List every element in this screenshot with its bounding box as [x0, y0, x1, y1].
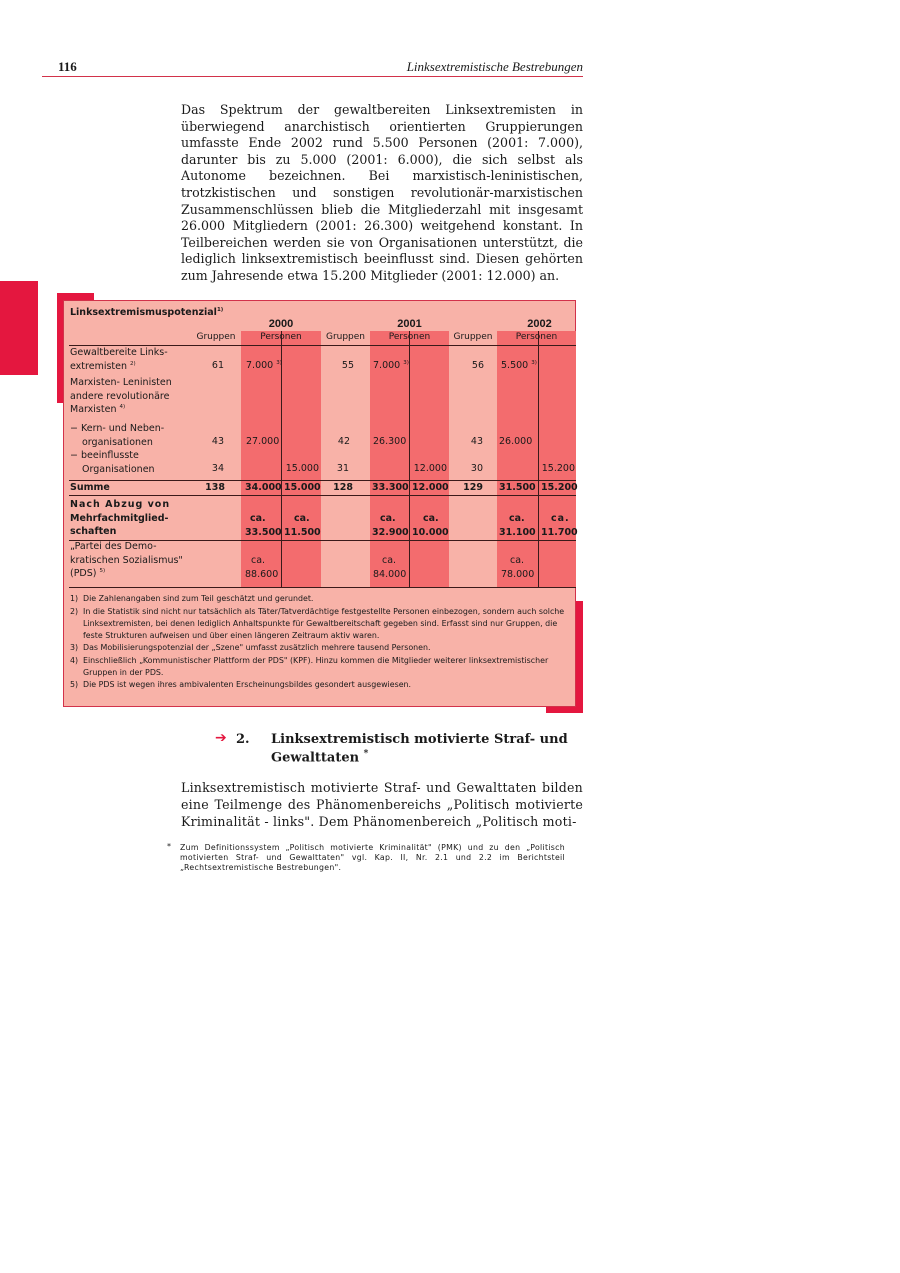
table-footnote: 3) Das Mobilisierungspotenzial der „Szene" umfasst zusätzlich mehrere tausend Personen.: [70, 643, 431, 652]
cell: ca.: [509, 513, 525, 524]
cell: ca.: [551, 513, 570, 524]
table-footnote: 5) Die PDS ist wegen ihres ambivalenten Erscheinungsbildes gesondert ausgewiesen.: [70, 680, 412, 689]
table-footnote: 4) Einschließlich „Kommunistischer Plattform der PDS" (KPF). Hinzu kommen die Mitglieder weiterer linksextremistischer Gruppen in der PDS.: [70, 656, 549, 678]
rule: [69, 495, 576, 496]
col-header-groups: Gruppen: [325, 332, 366, 342]
cell: ca.: [294, 513, 310, 524]
cell: 43: [211, 436, 224, 447]
col-header-persons: Personen: [515, 332, 558, 342]
section-number: 2.: [236, 732, 250, 747]
cell: 32.900: [372, 527, 409, 538]
section-title: Linksextremistisch motivierte Straf- und Gewalttaten *: [271, 732, 568, 766]
cell: ca.: [250, 513, 266, 524]
cell: 10.000: [412, 527, 449, 538]
page-header: [42, 59, 583, 77]
intro-paragraph: Das Spektrum der gewaltbereiten Linksextremisten in überwiegend anarchistisch orientierten Gruppierungen umfasste Ende 2002 rund 5.500 Personen (2001: 7.000), darunter bis zu 5.000 (2001: 6.000), die sich selbst als Autonome bezeichnen. Bei marxistisch-leninistischen, trotzkistischen und sonstigen revolutionär-marxistischen Zusammenschlüssen blieb die Mitgliederzahl mit insgesamt 26.000 Mitgliedern (2001: 26.300) weitgehend konstant. In Teilbereichen werden sie von Organisationen unterstützt, die lediglich linksextremistisch beeinflusst sind. Diesen gehörten zum Jahresende etwa 15.200 Mitglieder (2001: 12.000) an.: [181, 102, 583, 283]
cell: 31.100: [499, 527, 536, 538]
cell: 42: [337, 436, 350, 447]
cell: 5.500 $^{3)}$: [501, 359, 537, 371]
cell: 15.000: [284, 482, 321, 493]
year-2001: 2001: [397, 318, 422, 330]
cell: 26.000: [499, 436, 533, 447]
cell: 55: [341, 360, 354, 371]
footnote-mark: *: [167, 842, 171, 851]
table-title: Linksextremismuspotenzial$^{1)}$: [70, 306, 224, 318]
cell: ca.: [380, 513, 396, 524]
row-label-after-deduction: Nach Abzug von Mehrfachmitglied- schaften: [70, 499, 171, 537]
divider: [409, 331, 410, 587]
cell: 43: [470, 436, 483, 447]
cell: 12.000: [412, 482, 449, 493]
cell: 61: [211, 360, 224, 371]
page-number: 116: [58, 59, 77, 74]
running-title: Linksextremistische Bestrebungen: [406, 59, 583, 74]
cell: 138: [205, 482, 225, 493]
row-label-influenced-orgs: − beeinflusste Organisationen: [70, 450, 155, 475]
col-header-groups: Gruppen: [196, 332, 236, 342]
col-header-persons: Personen: [260, 332, 302, 342]
cell: 34.000: [245, 482, 282, 493]
cell: 56: [471, 360, 484, 371]
rule: [69, 587, 576, 588]
year-2002: 2002: [527, 318, 552, 330]
potential-table: [63, 300, 576, 707]
cell: 30: [470, 463, 483, 474]
row-label-violent: Gewaltbereite Links- extremisten $^{2)}$: [70, 347, 168, 372]
cell: 26.300: [373, 436, 407, 447]
year-2000: 2000: [268, 318, 294, 330]
cell: 12.000: [413, 463, 447, 474]
cell: 15.200: [541, 482, 578, 493]
cell: 128: [333, 482, 353, 493]
cell: 11.500: [284, 527, 321, 538]
cell: 15.200: [541, 463, 575, 474]
cell: 11.700: [541, 527, 578, 538]
cell: 33.300: [372, 482, 409, 493]
cell: 88.600: [245, 569, 279, 580]
cell: 15.000: [285, 463, 319, 474]
cell: 33.500: [245, 527, 282, 538]
cell: 84.000: [373, 569, 407, 580]
row-label-sum: Summe: [70, 482, 110, 493]
cell: 27.000: [246, 436, 280, 447]
cell: 31: [336, 463, 349, 474]
cell: ca.: [382, 555, 397, 566]
cell: 7.000 $^{3)}$: [246, 359, 282, 371]
cell: 7.000 $^{3)}$: [373, 359, 409, 371]
page-footnote: Zum Definitionssystem „Politisch motivierte Kriminalität" (PMK) und zu den „Politisch motivierten Straf- und Gewalttaten" vgl. Kap. II, Nr. 2.1 und 2.2 im Berichtsteil „Rechtsextremistische Bestrebungen".: [180, 843, 565, 873]
cell: 78.000: [501, 569, 535, 580]
col-header-groups: Gruppen: [453, 332, 493, 342]
col-header-persons: Personen: [388, 332, 431, 342]
table-footnote: 2) In die Statistik sind nicht nur tatsächlich als Täter/Tatverdächtige festgestellte Personen einbezogen, sondern auch solche Linksextremisten, bei denen lediglich Anhaltspunkte für Gewaltbereitschaft gegeben sind. Erfasst sind nur Gruppen, die feste Strukturen aufweisen und über einen längeren Zeitraum aktiv waren.: [70, 607, 565, 641]
red-margin-tab: [0, 281, 38, 375]
table-footnote: 1) Die Zahlenangaben sind zum Teil geschätzt und gerundet.: [70, 594, 314, 603]
divider: [538, 331, 539, 587]
arrow-right-icon: ➔: [215, 730, 227, 746]
cell: 129: [463, 482, 483, 493]
cell: 34: [211, 463, 224, 474]
row-label-pds: „Partei des Demo- kratischen Sozialismus" (PDS) $^{5)}$: [70, 541, 183, 579]
row-label-marxists: Marxisten- Leninisten andere revolutionäre Marxisten $^{4)}$: [70, 377, 172, 415]
cell: ca.: [251, 555, 266, 566]
cell: 31.500: [499, 482, 536, 493]
cell: ca.: [423, 513, 439, 524]
row-label-core-orgs: − Kern- und Neben- organisationen: [70, 423, 165, 448]
cell: ca.: [510, 555, 525, 566]
section-paragraph: Linksextremistisch motivierte Straf- und Gewalttaten bilden eine Teilmenge des Phänomenbereichs „Politisch motivierte Kriminalität - links". Dem Phänomenbereich „Politisch moti-: [181, 780, 583, 829]
